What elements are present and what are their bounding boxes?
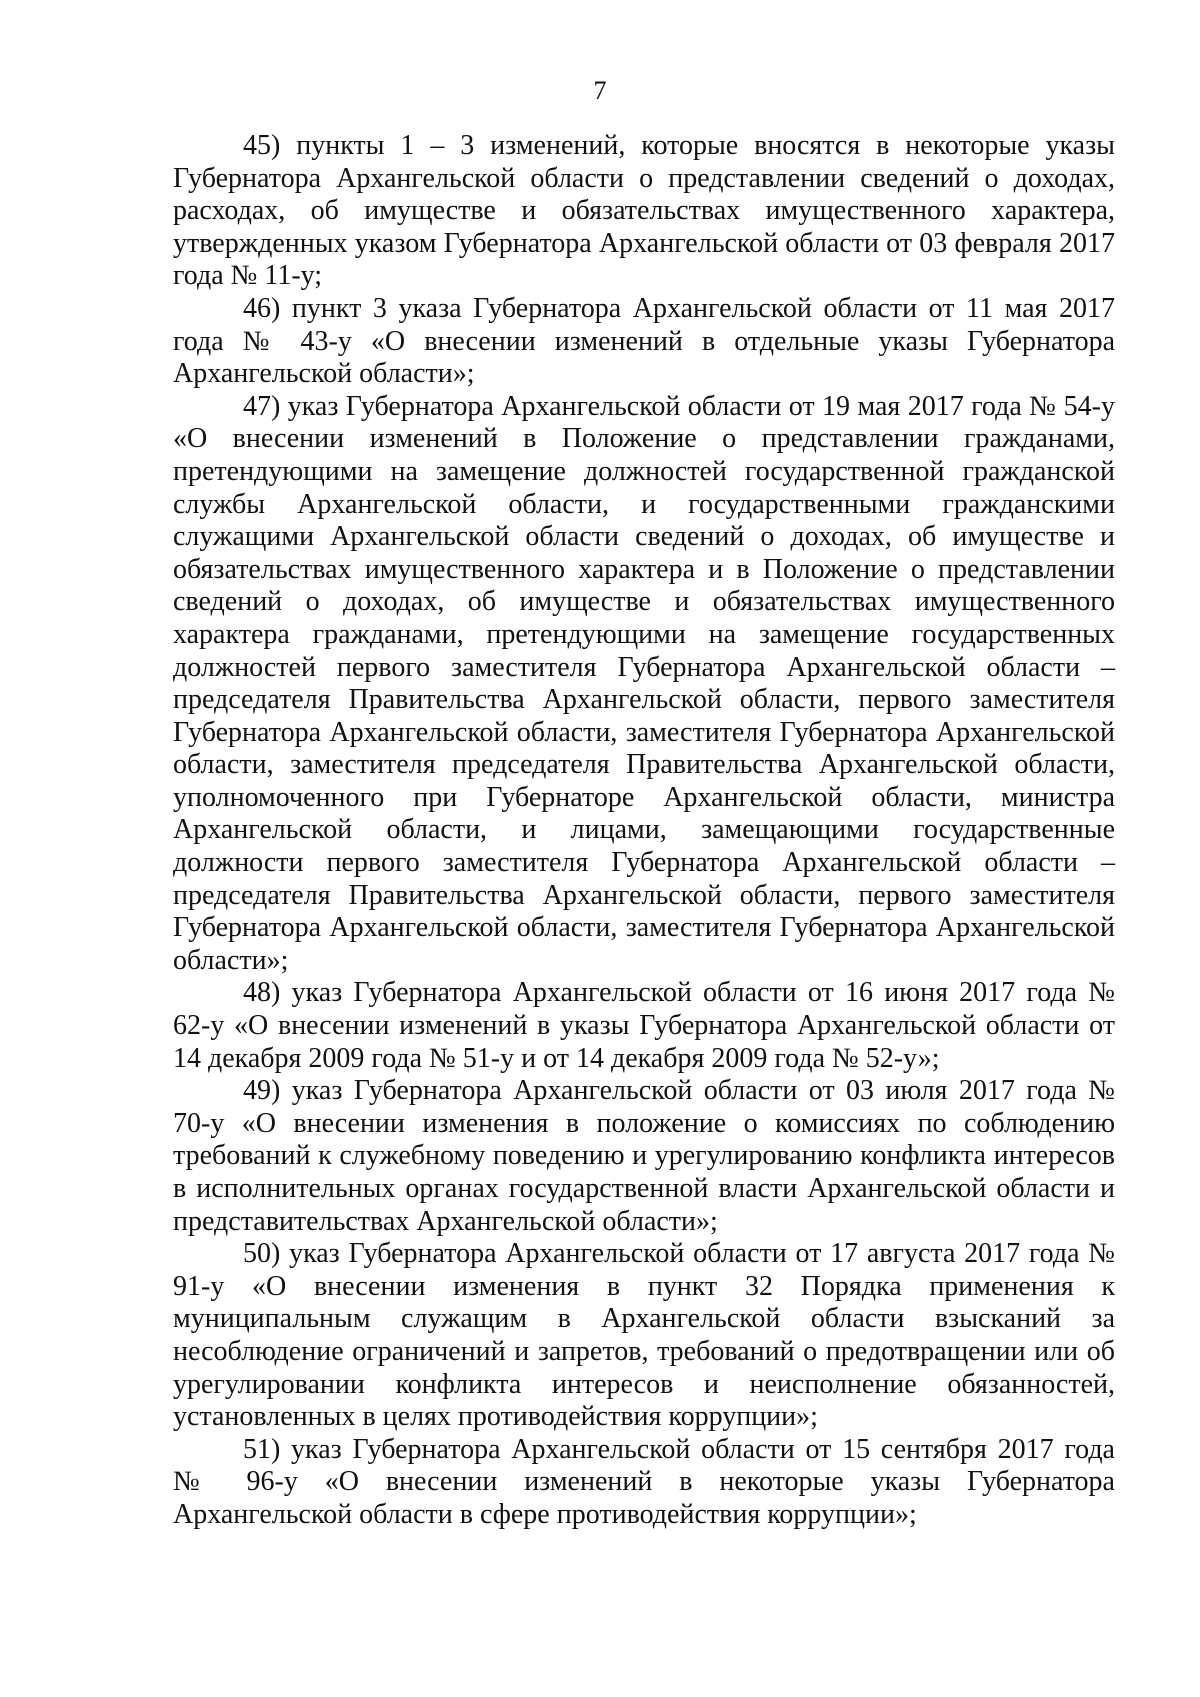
document-body — [173, 130, 1115, 1532]
list-item-48: 48) указ Губернатора Архангельской области от 16 июня 2017 года № 62-у «О внесении изменений в указы Губернатора Архангельской области от 14 декабря 2009 года № 51-у и от 14 декабря 2009 года № 52-у»; — [173, 977, 1115, 1074]
list-item-51: 51) указ Губернатора Архангельской области от 15 сентября 2017 года № 96-у «О внесении изменений в некоторые указы Губернатора Архангельской области в сфере противодействия коррупции»; — [173, 1433, 1115, 1530]
page-number: 7 — [593, 76, 607, 105]
list-item-45: 45) пункты 1 – 3 изменений, которые вносятся в некоторые указы Губернатора Архангельской области о представлении сведений о доходах, расходах, об имуществе и обязательствах имущественного характера, утвержденных указом Губернатора Архангельской области от 03 февраля 2017 года № 11-у; — [173, 130, 1115, 292]
list-item-50: 50) указ Губернатора Архангельской области от 17 августа 2017 года № 91-у «О внесении изменения в пункт 32 Порядка применения к муниципальным служащим в Архангельской области взысканий за несоблюдение ограничений и запретов, требований о предотвращении или об урегулировании конфликта интересов и неисполнение обязанностей, установленных в целях противодействия коррупции»; — [173, 1238, 1115, 1433]
list-item-46: 46) пункт 3 указа Губернатора Архангельской области от 11 мая 2017 года № 43-у «О внесении изменений в отдельные указы Губернатора Архангельской области»; — [173, 292, 1115, 390]
list-item-49: 49) указ Губернатора Архангельской области от 03 июля 2017 года № 70-у «О внесении изменения в положение о комиссиях по соблюдению требований к служебному поведению и урегулированию конфликта интересов в исполнительных органах государственной власти Архангельской области и представительствах Архангельской области»; — [173, 1075, 1115, 1237]
list-item-47: 47) указ Губернатора Архангельской области от 19 мая 2017 года № 54-у «О внесении изменений в Положение о представлении гражданами, претендующими на замещение должностей государственной гражданской службы Архангельской области, и государственными гражданскими служащими Архангельской области сведений о доходах, об имуществе и обязательствах имущественного характера и в Положение о представлении сведений о доходах, об имуществе и обязательствах имущественного характера гражданами, претендующими на замещение государственных должностей первого заместителя Губернатора Архангельской области – председателя Правительства Архангельской области, первого заместителя Губернатора Архангельской области, заместителя Губернатора Архангельской области, заместителя председателя Правительства Архангельской области, уполномоченного при Губернаторе Архангельской области, министра Архангельской области, и лицами, замещающими государственные должности первого заместителя Губернатора Архангельской области – председателя Правительства Архангельской области, первого заместителя Губернатора Архангельской области, заместителя Губернатора Архангельской области»; — [173, 390, 1115, 976]
